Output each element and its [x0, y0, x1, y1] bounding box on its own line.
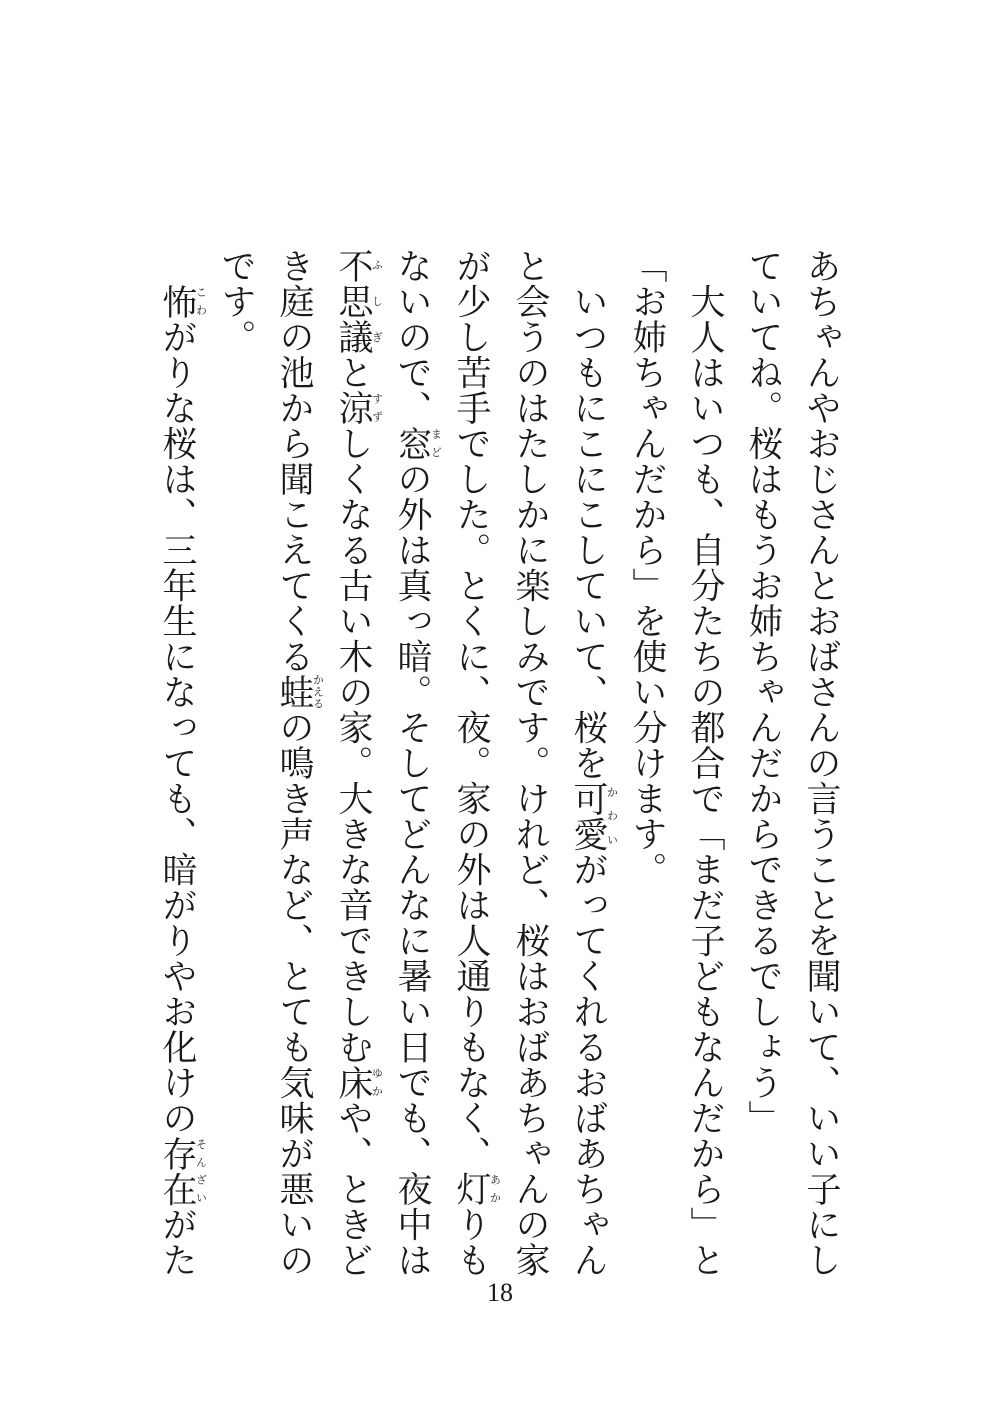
- ruby-suzu: 涼すず: [333, 390, 384, 426]
- ruby-fushigi: 不思議ふしぎ: [333, 248, 384, 355]
- ruby-kowa: 怖こわ: [157, 283, 208, 319]
- text-line-3: 大人はいつも、自分たちの都合で「まだ子どもなんだから」と: [685, 248, 725, 1278]
- text-line-6: と会うのはたしかに楽しみです。けれど、桜はおばあちゃんの家: [510, 248, 550, 1278]
- text-line-9: 不思議ふしぎと涼すずしくなる古い木の家。大きな音できしむ床ゆかや、ときど: [333, 248, 384, 1278]
- ruby-akari: 灯あか: [451, 1171, 502, 1207]
- text-line-2: ていてね。桜はもうお姉ちゃんだからできるでしょう」: [743, 248, 783, 1136]
- text-line-11: です。: [216, 248, 256, 355]
- ruby-kaeru: 蛙かえる: [274, 673, 325, 710]
- vertical-text-body: [148, 248, 850, 1278]
- ruby-yuka: 床ゆか: [333, 1064, 384, 1100]
- text-line-7: が少し苦手でした。とくに、夜。家の外は人通りもなく、灯あかりも: [451, 248, 502, 1278]
- text-line-1: あちゃんやおじさんとおばさんの言うことを聞いて、いい子にし: [801, 248, 841, 1278]
- ruby-mado: 窓まど: [392, 425, 443, 461]
- text-line-10: き庭の池から聞こえてくる蛙かえるの鳴き声など、とても気味が悪いの: [274, 248, 325, 1278]
- text-line-8: ないので、窓まどの外は真っ暗。そしてどんなに暑い日でも、夜中は: [392, 248, 443, 1278]
- text-line-5: いつもにこにこしていて、桜を可愛かわいがってくれるおばあちゃん: [568, 248, 619, 1278]
- page-number: 18: [487, 1278, 513, 1307]
- ruby-kawai: 可愛かわい: [568, 780, 619, 852]
- ruby-sonzai: 存在そんざい: [157, 1135, 208, 1207]
- text-line-12: 怖こわがりな桜は、三年生になっても、暗がりやお化けの存在そんざいがた: [157, 283, 208, 1278]
- text-line-4: 「お姉ちゃんだから」を使い分けます。: [627, 248, 667, 887]
